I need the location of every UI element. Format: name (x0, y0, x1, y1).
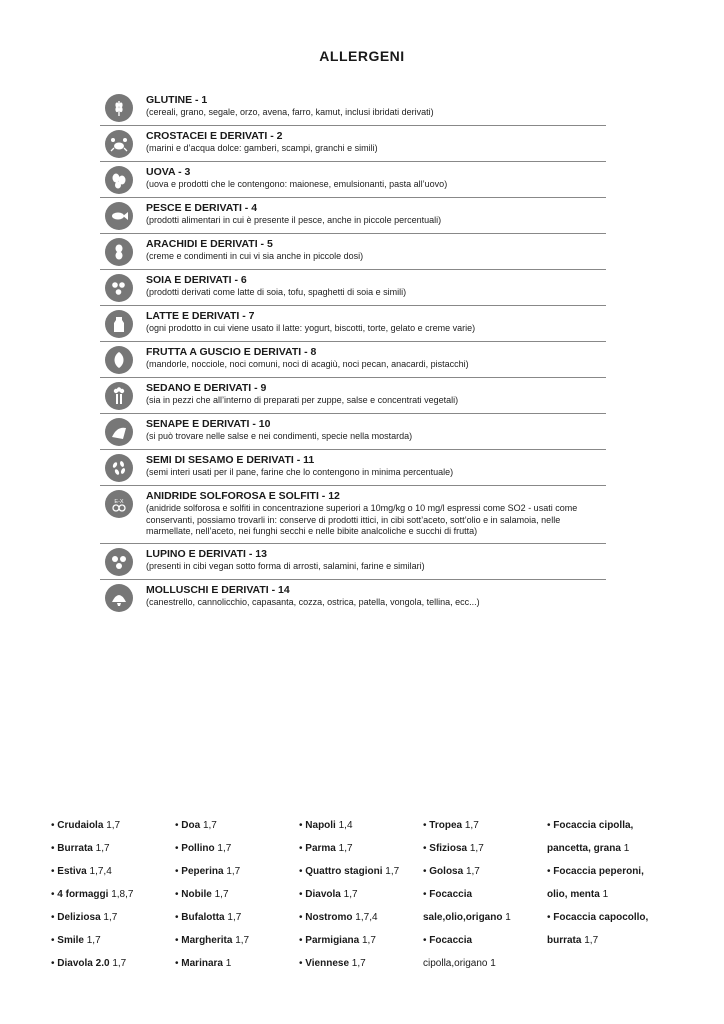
menu-item-name: Marinara (181, 958, 223, 969)
menu-item-codes: 1,7 (465, 866, 480, 877)
allergen-row (100, 306, 606, 342)
menu-item-codes: 1,7 (202, 820, 217, 831)
allergen-name: SEMI DI SESAMO E DERIVATI - 11 (146, 454, 315, 466)
menu-column (547, 814, 671, 952)
menu-item: • Viennese 1,7 (299, 958, 366, 969)
allergen-name: SENAPE E DERIVATI - 10 (146, 418, 271, 430)
menu-item: • 4 formaggi 1,8,7 (51, 889, 134, 900)
allergen-description: (si può trovare nelle salse e nei condimenti, specie nella mostarda) (146, 431, 413, 441)
allergen-description: (mandorle, nocciole, noci comuni, noci di acagiù, noci pecan, anacardi, pistacchi) (146, 359, 469, 369)
allergen-description: (marini e d’acqua dolce: gamberi, scampi, granchi e simili) (146, 143, 378, 153)
soy-icon (105, 274, 133, 302)
allergen-row (100, 126, 606, 162)
menu-item-name: Estiva (57, 866, 87, 877)
menu-item (547, 883, 671, 906)
allergen-row (100, 234, 606, 270)
menu-item-codes: 1 (623, 843, 630, 854)
menu-item: • Focaccia capocollo, (547, 912, 649, 923)
menu-item-name: Quattro stagioni (305, 866, 383, 877)
menu-item: • Tropea 1,7 (423, 820, 479, 831)
menu-item: • Focaccia (423, 889, 473, 900)
menu-item-codes: 1,7,4 (89, 866, 112, 877)
menu-column (175, 814, 299, 975)
menu-item: • Focaccia (423, 935, 473, 946)
menu-item-name: Tropea (429, 820, 463, 831)
menu-item: • Doa 1,7 (175, 820, 217, 831)
allergen-name: PESCE E DERIVATI - 4 (146, 202, 258, 214)
menu-item: • Bufalotta 1,7 (175, 912, 242, 923)
menu-item-codes: 1,7 (226, 866, 241, 877)
menu-item-name: Nobile (181, 889, 212, 900)
menu-item-name: Parma (305, 843, 336, 854)
menu-item-codes: 1,7 (338, 843, 353, 854)
menu-item (547, 929, 671, 952)
menu-item-codes: 1,7 (86, 935, 101, 946)
crab-icon (105, 130, 133, 158)
nut-icon (105, 346, 133, 374)
menu-item-name: Doa (181, 820, 201, 831)
menu-item-codes: 1,7 (464, 820, 479, 831)
menu-item-codes: 1,7 (361, 935, 376, 946)
menu-item-codes: 1,7 (385, 866, 400, 877)
menu-item-name: Nostromo (305, 912, 353, 923)
menu-item-codes: 1,7 (103, 912, 118, 923)
menu-item: • Focaccia peperoni, (547, 866, 644, 877)
menu-item-codes: 1,7 (584, 935, 599, 946)
menu-item-name: Focaccia cipolla, (553, 820, 634, 831)
menu-item-codes: 1,7 (112, 958, 127, 969)
menu-item-name: Diavola (305, 889, 341, 900)
menu-item: • Sfiziosa 1,7 (423, 843, 484, 854)
allergen-name: ANIDRIDE SOLFOROSA E SOLFITI - 12 (146, 490, 340, 502)
menu-item: • Smile 1,7 (51, 935, 101, 946)
menu-item-name: Pollino (181, 843, 215, 854)
allergen-name: SOIA E DERIVATI - 6 (146, 274, 247, 286)
allergen-name: GLUTINE - 1 (146, 94, 208, 106)
menu-item (423, 906, 547, 929)
celery-icon (105, 382, 133, 410)
sulphite-icon-label: E-X (114, 499, 124, 505)
shell-icon (105, 584, 133, 612)
allergen-row (100, 450, 606, 486)
allergen-row (100, 580, 606, 615)
allergen-description: (prodotti derivati come latte di soia, tofu, spaghetti di soia e simili) (146, 287, 407, 297)
menu-item-name: Focaccia peperoni, (553, 866, 644, 877)
menu-item: • Pollino 1,7 (175, 843, 232, 854)
allergen-row (100, 342, 606, 378)
allergen-name: LUPINO E DERIVATI - 13 (146, 548, 267, 560)
allergen-row (100, 90, 606, 126)
mustard-icon (105, 418, 133, 446)
allergen-row (100, 378, 606, 414)
menu-item-name: Focaccia (429, 935, 473, 946)
allergen-description: (semi interi usati per il pane, farine che lo contengono in minima percentuale) (146, 467, 454, 477)
menu-item-codes: 1,7 (351, 958, 366, 969)
lupin-icon (105, 548, 133, 576)
menu-item-name: 4 formaggi (57, 889, 109, 900)
menu-item-name: Napoli (305, 820, 336, 831)
menu-item: • Nostromo 1,7,4 (299, 912, 378, 923)
menu-item-name: Golosa (429, 866, 464, 877)
menu-item-codes: 1 (225, 958, 232, 969)
menu-item-codes: 1,7 (343, 889, 358, 900)
menu-item-name: Parmigiana (305, 935, 360, 946)
allergen-description: (presenti in cibi vegan sotto forma di arrosti, salamini, farine e similari) (146, 561, 425, 571)
menu-item: • Diavola 2.0 1,7 (51, 958, 127, 969)
menu-item: • Estiva 1,7,4 (51, 866, 112, 877)
menu-item-name: cipolla,origano (423, 958, 488, 969)
allergen-row (100, 544, 606, 580)
menu-item: • Parmigiana 1,7 (299, 935, 376, 946)
allergen-row (100, 486, 606, 544)
menu-item-codes: 1,7 (469, 843, 484, 854)
menu-item: • Focaccia cipolla, (547, 820, 634, 831)
allergen-name: LATTE E DERIVATI - 7 (146, 310, 255, 322)
menu-item-name: olio, menta (547, 889, 600, 900)
allergen-row (100, 414, 606, 450)
menu-item-codes: 1 (490, 958, 496, 969)
allergen-name: ARACHIDI E DERIVATI - 5 (146, 238, 273, 250)
menu-item-name: Focaccia capocollo, (553, 912, 649, 923)
allergen-name: UOVA - 3 (146, 166, 191, 178)
menu-item-name: Smile (57, 935, 84, 946)
menu-item: • Diavola 1,7 (299, 889, 358, 900)
allergen-description: (creme e condimenti in cui vi sia anche in piccole dosi) (146, 251, 364, 261)
allergen-description: (prodotti alimentari in cui è presente il pesce, anche in piccole percentuali) (146, 215, 442, 225)
menu-item-name: Margherita (181, 935, 233, 946)
allergen-description: (cereali, grano, segale, orzo, avena, farro, kamut, inclusi ibridati derivati) (146, 107, 434, 117)
menu-column (423, 814, 547, 975)
milk-icon (105, 310, 133, 338)
menu-item-name: Focaccia (429, 889, 473, 900)
menu-item (423, 952, 547, 975)
menu-item-name: pancetta, grana (547, 843, 621, 854)
menu-item-codes: 1,7 (214, 889, 229, 900)
menu-item: • Deliziosa 1,7 (51, 912, 118, 923)
menu-column (299, 814, 423, 975)
fish-icon (105, 202, 133, 230)
menu-item-name: Bufalotta (181, 912, 225, 923)
wheat-icon (105, 94, 133, 122)
allergen-list (100, 90, 606, 615)
menu-item-codes: 1,7 (235, 935, 250, 946)
menu-item-codes: 1,8,7 (111, 889, 134, 900)
allergen-description: (canestrello, cannolicchio, capasanta, cozza, ostrica, patella, vongola, tellina, ecc...) (146, 597, 480, 607)
peanut-icon (105, 238, 133, 266)
menu-item-codes: 1 (602, 889, 609, 900)
allergen-description: (sia in pezzi che all’interno di preparati per zuppe, salse e concentrati vegetali) (146, 395, 459, 405)
menu-item-codes: 1,7 (95, 843, 110, 854)
menu-column (51, 814, 175, 975)
allergen-name: MOLLUSCHI E DERIVATI - 14 (146, 584, 290, 596)
menu-item-codes: 1,7 (106, 820, 121, 831)
menu-item: • Margherita 1,7 (175, 935, 250, 946)
menu-item: • Quattro stagioni 1,7 (299, 866, 400, 877)
menu-item-codes: 1,7 (217, 843, 232, 854)
menu-item-name: Burrata (57, 843, 93, 854)
menu-item-name: burrata (547, 935, 582, 946)
allergen-description: (uova e prodotti che le contengono: maionese, emulsionanti, pasta all’uovo) (146, 179, 448, 189)
menu-item-name: Deliziosa (57, 912, 101, 923)
menu-item: • Golosa 1,7 (423, 866, 480, 877)
allergen-name: FRUTTA A GUSCIO E DERIVATI - 8 (146, 346, 317, 358)
menu-item: • Parma 1,7 (299, 843, 353, 854)
menu-item-name: Viennese (305, 958, 350, 969)
menu-item-name: sale,olio,origano (423, 912, 503, 923)
menu-item-codes: 1,7,4 (355, 912, 378, 923)
menu-item-name: Peperina (181, 866, 224, 877)
eggs-icon (105, 166, 133, 194)
allergen-description: (ogni prodotto in cui viene usato il latte: yogurt, biscotti, torte, gelato e creme varie) (146, 323, 476, 333)
menu-item: • Nobile 1,7 (175, 889, 229, 900)
menu-item: • Napoli 1,4 (299, 820, 353, 831)
menu-item (547, 837, 671, 860)
menu-item-name: Crudaiola (57, 820, 104, 831)
menu-item-codes: 1,4 (338, 820, 353, 831)
menu-item: • Crudaiola 1,7 (51, 820, 121, 831)
menu-item: • Burrata 1,7 (51, 843, 110, 854)
allergen-row (100, 198, 606, 234)
menu-item: • Marinara 1 (175, 958, 232, 969)
allergen-row (100, 162, 606, 198)
menu-item-codes: 1,7 (227, 912, 242, 923)
sesame-icon (105, 454, 133, 482)
menu-item-name: Diavola 2.0 (57, 958, 110, 969)
page-title: ALLERGENI (319, 48, 405, 64)
allergen-description: (anidride solforosa e solfiti in concentrazione superiori a 10mg/kg o 10 mg/l espressi come SO2 - usati come conservanti, possiamo trovarli in: conserve di prodotti ittici, in cibi sott’aceto, sott’olio e in salamoia, nelle marmellate, nell’aceto, nei funghi secchi e nelle bibite analcoliche e succhi di frutta) (146, 503, 578, 536)
allergen-name: CROSTACEI E DERIVATI - 2 (146, 130, 283, 142)
menu-item-codes: 1 (505, 912, 511, 923)
menu-item: • Peperina 1,7 (175, 866, 241, 877)
menu-item-name: Sfiziosa (429, 843, 468, 854)
sulphite-icon (105, 490, 133, 518)
allergen-row (100, 270, 606, 306)
allergen-name: SEDANO E DERIVATI - 9 (146, 382, 267, 394)
